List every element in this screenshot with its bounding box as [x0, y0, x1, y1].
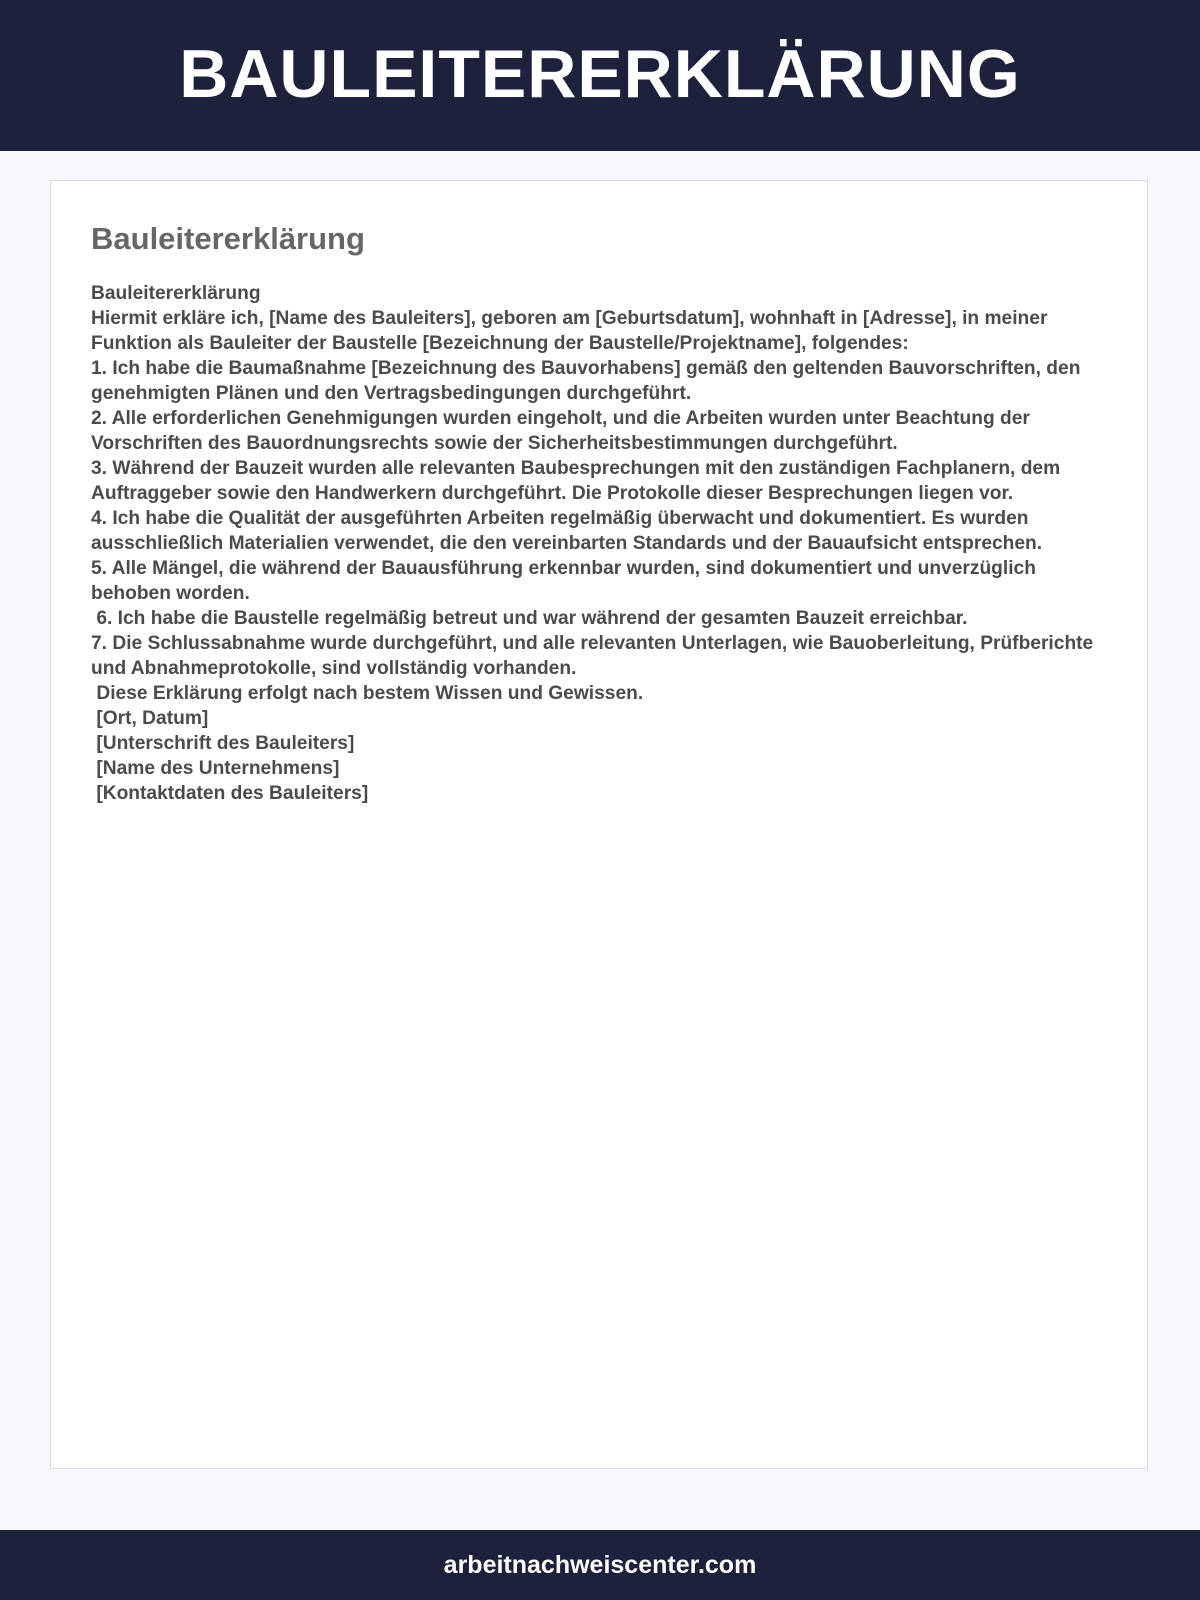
- banner-title: BAULEITERERKLÄRUNG: [179, 35, 1021, 112]
- declaration-item-4: 4. Ich habe die Qualität der ausgeführten Arbeiten regelmäßig überwacht und dokumentiert. Es wurden ausschließlich Materialien verwendet, die den vereinbarten Standards und der Bauaufsicht entsprechen.: [91, 508, 1043, 554]
- company-name-placeholder: [Name des Unternehmens]: [91, 758, 340, 779]
- declaration-intro: Hiermit erkläre ich, [Name des Bauleiters], geboren am [Geburtsdatum], wohnhaft in [Adresse], in meiner Funktion als Bauleiter der Baustelle [Bezeichnung der Baustelle/Projektname], folgendes:: [91, 308, 1053, 354]
- header-banner: [0, 0, 1200, 151]
- declaration-item-3: 3. Während der Bauzeit wurden alle relevanten Baubesprechungen mit den zuständigen Fachplanern, dem Auftraggeber sowie den Handwerkern durchgeführt. Die Protokolle dieser Besprechungen liegen vor.: [91, 458, 1065, 504]
- footer-banner: [0, 1530, 1200, 1600]
- declaration-closing: Diese Erklärung erfolgt nach bestem Wissen und Gewissen.: [91, 683, 644, 704]
- declaration-item-6: 6. Ich habe die Baustelle regelmäßig betreut und war während der gesamten Bauzeit erreichbar.: [91, 608, 968, 629]
- document-body: [91, 281, 1101, 806]
- declaration-item-5: 5. Alle Mängel, die während der Bauausführung erkennbar wurden, sind dokumentiert und unverzüglich behoben worden.: [91, 558, 1042, 604]
- signature-placeholder: [Unterschrift des Bauleiters]: [91, 733, 355, 754]
- declaration-item-7: 7. Die Schlussabnahme wurde durchgeführt, und alle relevanten Unterlagen, wie Bauoberleitung, Prüfberichte und Abnahmeprotokolle, sind vollständig vorhanden.: [91, 633, 1099, 679]
- document-heading: Bauleitererklärung: [91, 221, 365, 256]
- contact-details-placeholder: [Kontaktdaten des Bauleiters]: [91, 783, 369, 804]
- place-date-placeholder: [Ort, Datum]: [91, 708, 209, 729]
- document-title-line: Bauleitererklärung: [91, 283, 261, 304]
- declaration-item-2: 2. Alle erforderlichen Genehmigungen wurden eingeholt, und die Arbeiten wurden unter Beachtung der Vorschriften des Bauordnungsrechts sowie der Sicherheitsbestimmungen durchgeführt.: [91, 408, 1036, 454]
- footer-website-url: arbeitnachweiscenter.com: [443, 1550, 757, 1579]
- declaration-item-1: 1. Ich habe die Baumaßnahme [Bezeichnung des Bauvorhabens] gemäß den geltenden Bauvorschriften, den genehmigten Plänen und den Vertragsbedingungen durchgeführt.: [91, 358, 1086, 404]
- document-card: [50, 180, 1148, 1469]
